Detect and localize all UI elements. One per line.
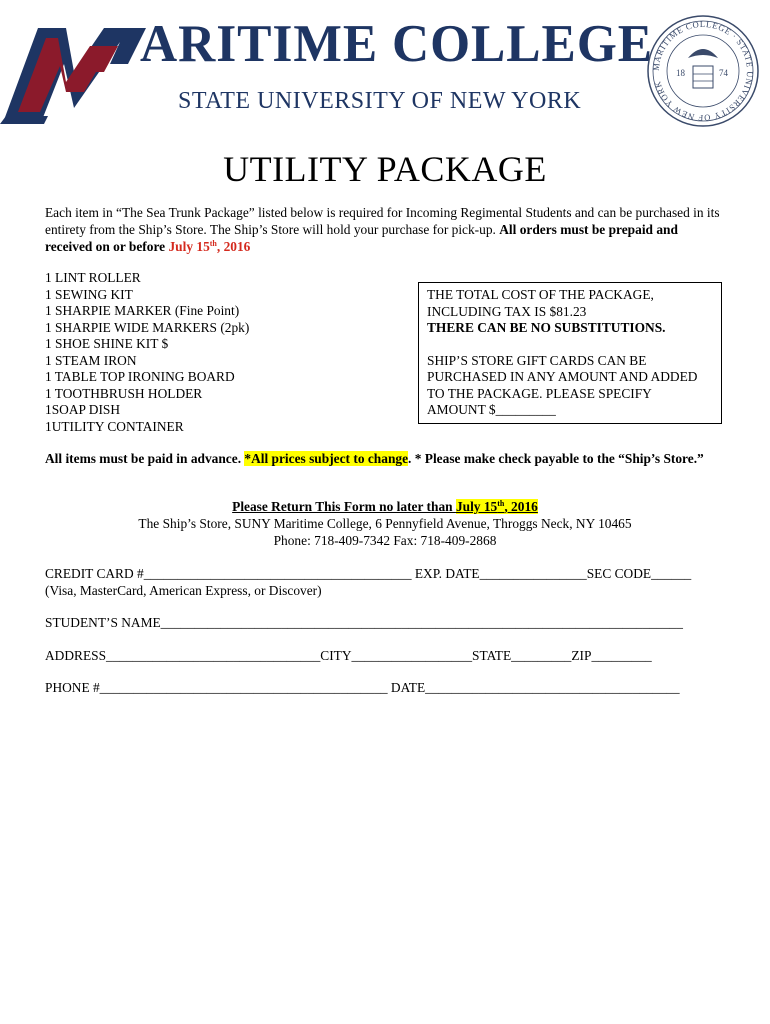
- list-item: 1 SHARPIE WIDE MARKERS (2pk): [45, 319, 250, 335]
- list-item: 1 LINT ROLLER: [45, 270, 141, 285]
- page-title: UTILITY PACKAGE: [223, 149, 547, 189]
- price-change-note: *All prices subject to change: [244, 451, 409, 466]
- phone-date-field[interactable]: PHONE #___________________________________________ DATE______________________________________: [45, 680, 680, 695]
- box-line: TO THE PACKAGE. PLEASE SPECIFY: [427, 385, 652, 401]
- address-field[interactable]: ADDRESS________________________________CITY__________________STATE_________ZIP_________: [45, 648, 652, 663]
- seal-year-left: 18: [676, 68, 685, 78]
- return-info: [0, 498, 770, 549]
- store-address: The Ship’s Store, SUNY Maritime College, 6 Pennyfield Avenue, Throggs Neck, NY 10465: [138, 516, 632, 531]
- box-line: INCLUDING TAX IS $81.23: [427, 303, 587, 319]
- list-item: 1UTILITY CONTAINER: [45, 418, 184, 434]
- list-item: 1 SEWING KIT: [45, 286, 133, 302]
- credit-card-field[interactable]: CREDIT CARD #________________________________________ EXP. DATE________________SEC CODE______: [45, 566, 692, 581]
- item-list: [45, 270, 249, 435]
- list-item: 1 SHARPIE MARKER (Fine Point): [45, 303, 240, 318]
- list-item: 1 SHOE SHINE KIT $: [45, 336, 169, 351]
- student-name-field[interactable]: STUDENT’S NAME______________________________________________________________________________: [45, 615, 683, 630]
- intro-paragraph: [45, 204, 725, 255]
- eagle-icon: [688, 49, 718, 58]
- seal-text: MARITIME COLLEGE · STATE UNIVERSITY OF NEW YORK: [650, 18, 756, 124]
- box-line: THE TOTAL COST OF THE PACKAGE,: [427, 287, 654, 302]
- gift-card-amount-field[interactable]: AMOUNT $_________: [427, 402, 556, 417]
- college-seal: [646, 14, 760, 128]
- list-item: 1 STEAM IRON: [45, 352, 137, 368]
- list-item: 1SOAP DISH: [45, 402, 121, 417]
- box-line: PURCHASED IN ANY AMOUNT AND ADDED: [427, 369, 698, 384]
- maritime-m-logo: [0, 20, 150, 124]
- box-line: THERE CAN BE NO SUBSTITUTIONS.: [427, 320, 666, 335]
- logo-subtitle: STATE UNIVERSITY OF NEW YORK: [178, 88, 582, 114]
- store-contact: Phone: 718-409-7342 Fax: 718-409-2868: [273, 533, 497, 548]
- payment-note: All items must be paid in advance. *All prices subject to change. * Please make check payable to the “Ship’s Store.”: [45, 451, 704, 466]
- list-item: 1 TOOTHBRUSH HOLDER: [45, 385, 203, 401]
- return-deadline: Please Return This Form no later than July 15th, 2016: [232, 499, 538, 514]
- seal-year-right: 74: [719, 68, 728, 78]
- card-types-note: (Visa, MasterCard, American Express, or Discover): [45, 583, 322, 598]
- package-info-box: [418, 282, 722, 424]
- intro-bold-text: All orders must be prepaid and received on or before: [45, 222, 678, 254]
- list-item: 1 TABLE TOP IRONING BOARD: [45, 369, 235, 384]
- intro-deadline: July 15th, 2016: [168, 239, 251, 254]
- logo-title: ARITIME COLLEGE: [140, 15, 654, 73]
- box-line: SHIP’S STORE GIFT CARDS CAN BE: [427, 352, 647, 368]
- intro-text: Each item in “The Sea Trunk Package” listed below is required for Incoming Regimental Students and can be purchased in its entirety from the Ship’s Store. The Ship’s Store will hold your purchase for pick-up.: [45, 205, 720, 237]
